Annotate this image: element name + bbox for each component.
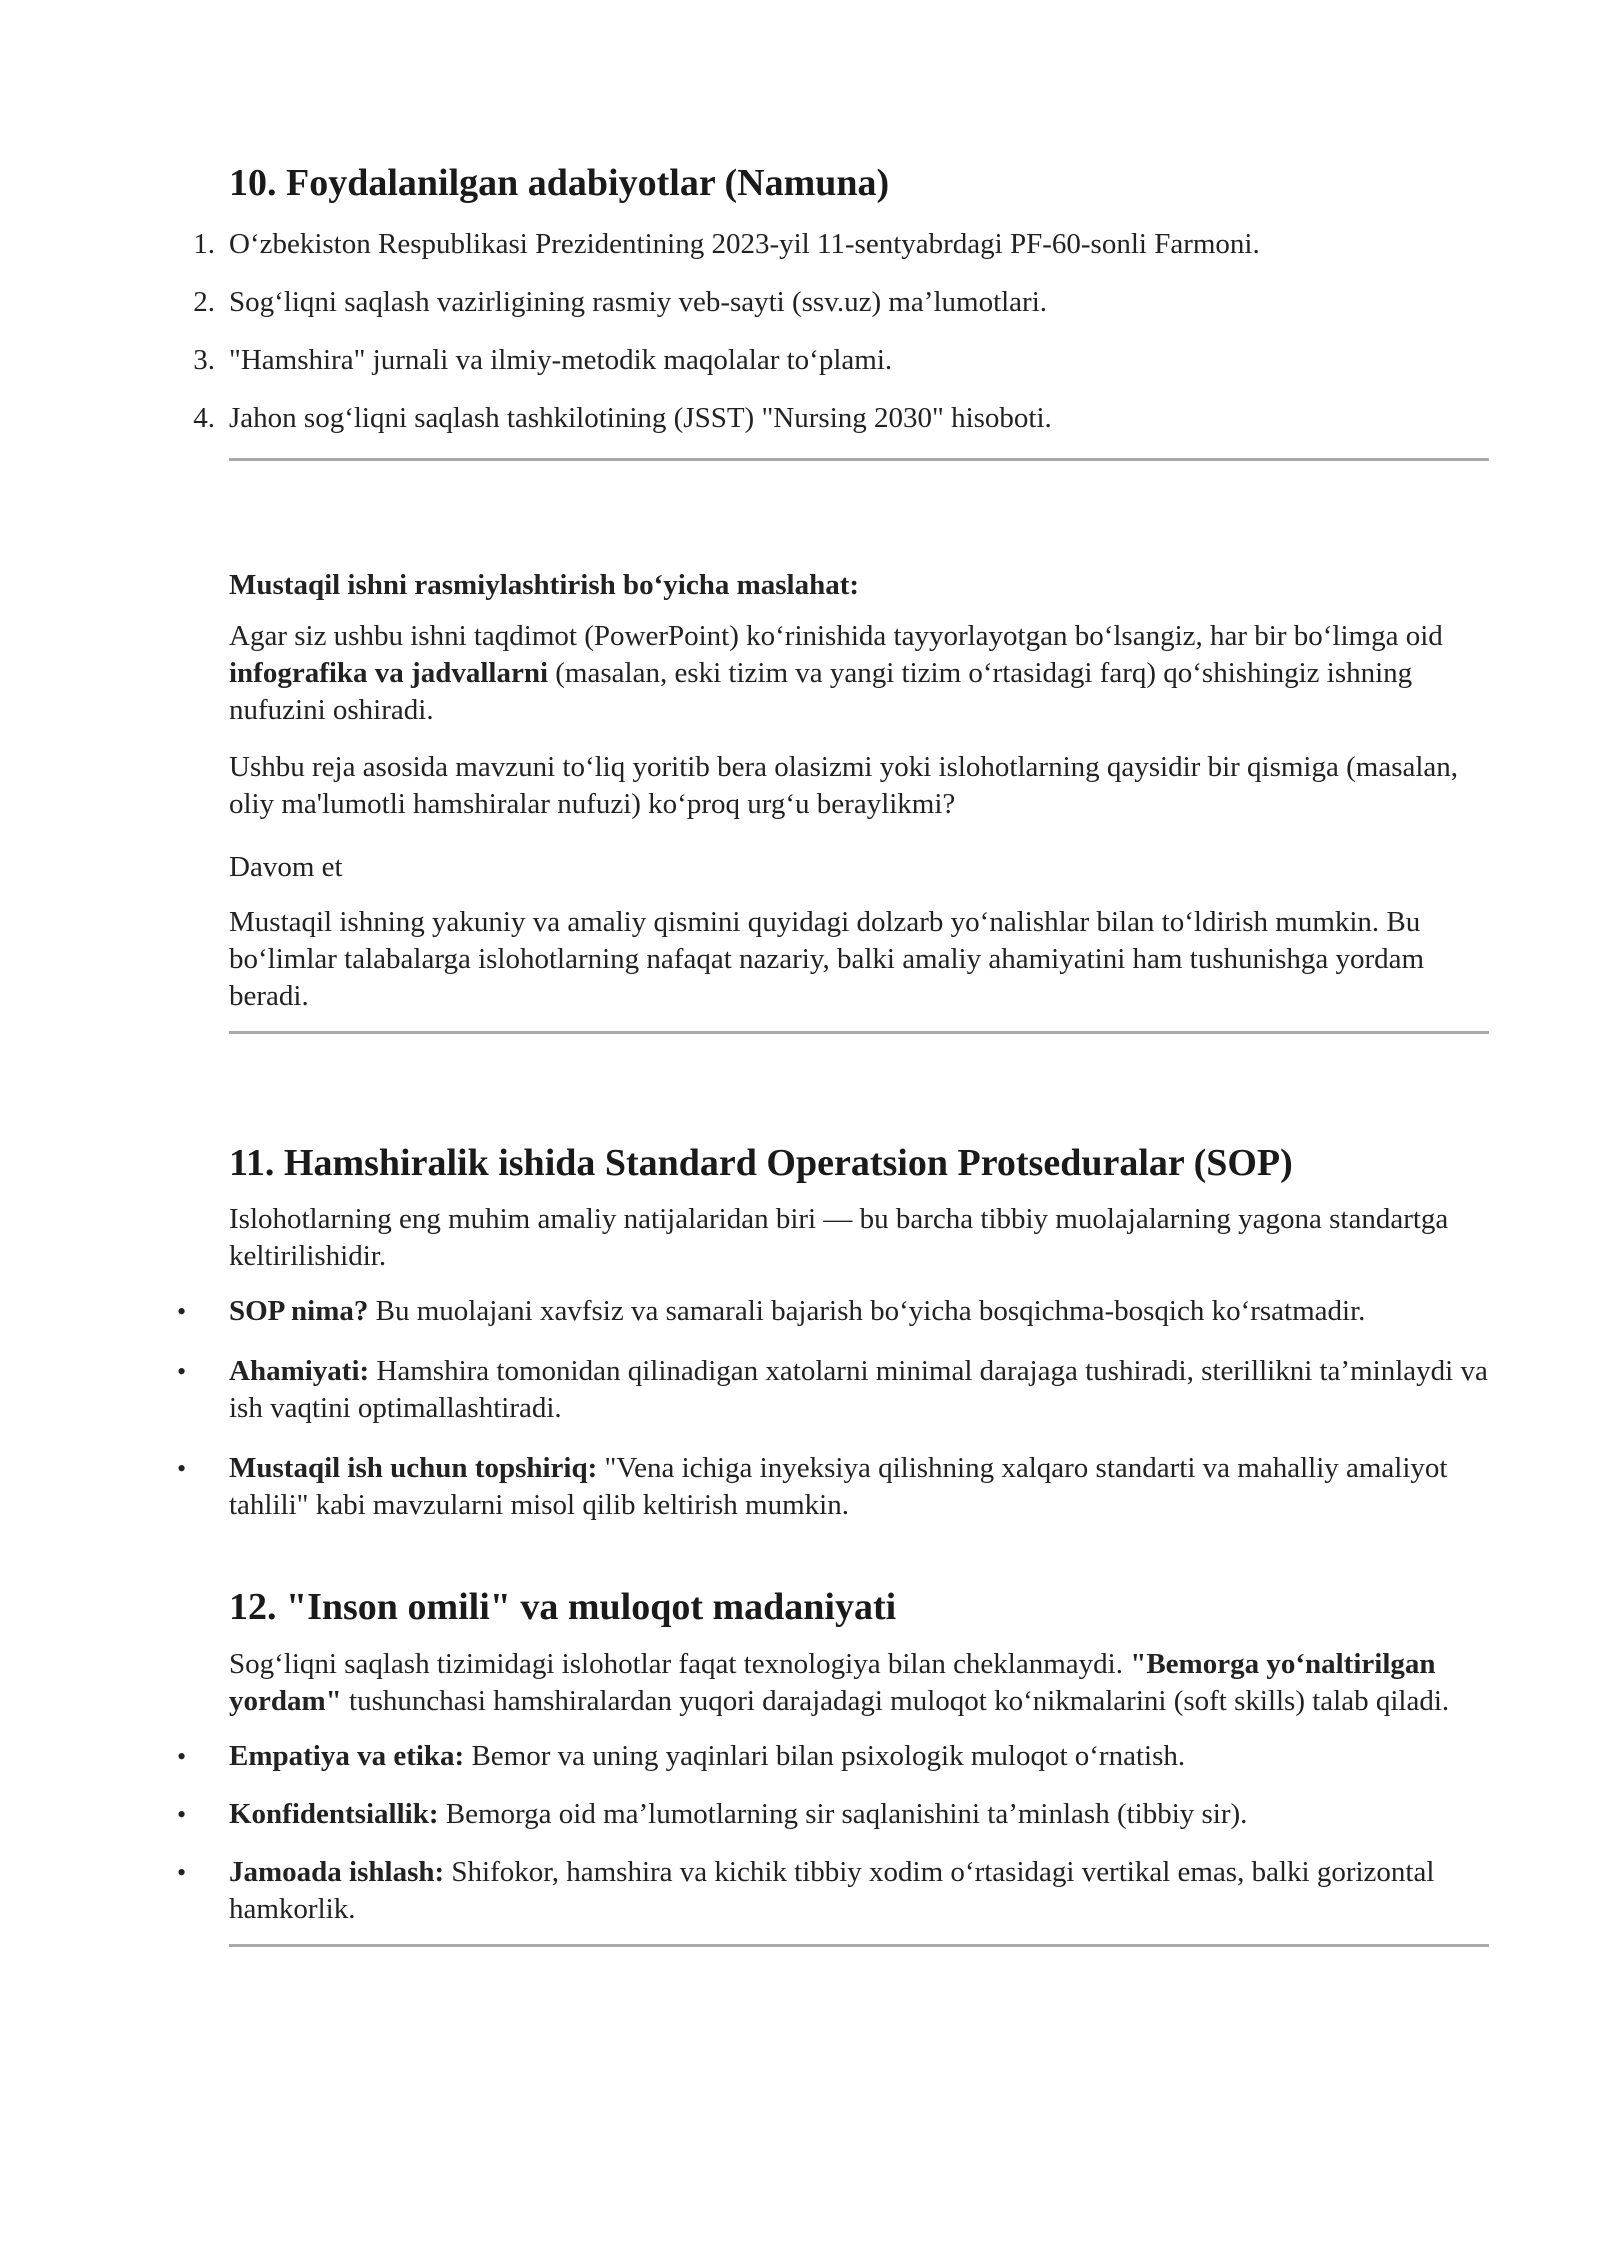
text-run: tushunchasi hamshiralardan yuqori darajadagi muloqot ko‘nikmalarini (soft skills) talab qiladi.	[341, 1684, 1450, 1717]
bullet: •	[177, 1357, 187, 1386]
list-item-text: Shifokor, hamshira va kichik tibbiy xodim o‘rtasidagi vertikal emas, balki gorizontal hamkorlik.	[229, 1855, 1435, 1925]
bold-text: Empatiya va etika:	[229, 1739, 465, 1772]
bullet: •	[177, 1741, 187, 1771]
section-11-title: 11. Hamshiralik ishida Standard Operatsion Protseduralar (SOP)	[229, 1141, 1293, 1184]
list-item	[177, 1450, 1489, 1524]
list-item	[193, 284, 1489, 321]
list-item	[177, 1796, 1489, 1833]
list-number: 1.	[193, 227, 215, 260]
list-item-text: O‘zbekiston Respublikasi Prezidentining 2023-yil 11-sentyabrdagi PF-60-sonli Farmoni.	[229, 227, 1260, 260]
list-item-text: "Hamshira" jurnali va ilmiy-metodik maqolalar to‘plami.	[229, 343, 893, 376]
section-10-title: 10. Foydalanilgan adabiyotlar (Namuna)	[229, 162, 890, 204]
advice-block	[229, 567, 1489, 1015]
list-number: 4.	[193, 401, 215, 434]
list-item	[193, 342, 1489, 379]
text-run: Agar siz ushbu ishni taqdimot (PowerPoint) ko‘rinishida tayyorlayotgan bo‘lsangiz, har bir bo‘limga oid	[229, 619, 1443, 652]
bullet: •	[177, 1799, 187, 1829]
list-item-text: "Vena ichiga inyeksiya qilishning xalqaro standarti va mahalliy amaliyot tahlili" kabi mavzularni misol qilib keltirish mumkin.	[229, 1452, 1448, 1521]
list-number: 3.	[193, 343, 215, 376]
list-item-text: Sog‘liqni saqlash vazirligining rasmiy veb-sayti (ssv.uz) ma’lumotlari.	[229, 285, 1048, 318]
section-11-intro: Islohotlarning eng muhim amaliy natijalaridan biri — bu barcha tibbiy muolajalarning yagona standartga keltirilishidir.	[229, 1203, 1449, 1272]
text-run: (masalan, eski tizim va yangi tizim o‘rtasidagi farq) qo‘shishingiz ishning nufuzini oshiradi.	[229, 656, 1413, 726]
bold-text: Mustaqil ish uchun topshiriq:	[229, 1452, 598, 1484]
advice-title: Mustaqil ishni rasmiylashtirish bo‘yicha maslahat:	[229, 568, 860, 601]
list-item	[193, 226, 1489, 263]
sop-list	[177, 1293, 1489, 1524]
divider	[229, 1944, 1489, 1947]
list-item	[177, 1353, 1489, 1427]
bold-text: SOP nima?	[229, 1295, 369, 1327]
document-content	[177, 160, 1489, 1947]
list-item	[177, 1293, 1489, 1330]
continue-text: Davom et	[229, 850, 343, 883]
bullet: •	[177, 1297, 187, 1326]
soft-skills-list	[177, 1738, 1489, 1928]
bold-text: infografika va jadvallarni	[229, 656, 549, 689]
list-item-text: Hamshira tomonidan qilinadigan xatolarni minimal darajaga tushiradi, sterillikni ta’minlaydi va ish vaqtini optimallashtiradi.	[229, 1355, 1488, 1424]
list-item-text: Jahon sog‘liqni saqlash tashkilotining (JSST) "Nursing 2030" hisoboti.	[229, 401, 1052, 434]
bold-text: Konfidentsiallik:	[229, 1797, 439, 1830]
divider	[229, 458, 1489, 461]
list-item-text: Bemor va uning yaqinlari bilan psixologik muloqot o‘rnatish.	[464, 1739, 1186, 1772]
bullet: •	[177, 1454, 187, 1483]
list-item-text: Bemorga oid ma’lumotlarning sir saqlanishini ta’minlash (tibbiy sir).	[438, 1797, 1248, 1830]
bold-text: Ahamiyati:	[229, 1355, 370, 1387]
list-item-text: Bu muolajani xavfsiz va samarali bajarish bo‘yicha bosqichma-bosqich ko‘rsatmadir.	[368, 1295, 1366, 1327]
bullet: •	[177, 1857, 187, 1887]
text-run: Sog‘liqni saqlash tizimidagi islohotlar faqat texnologiya bilan cheklanmaydi.	[229, 1647, 1131, 1680]
list-item	[177, 1854, 1489, 1928]
bold-text: "Bemorga yo‘naltirilgan yordam"	[229, 1647, 1436, 1717]
advice-paragraph-4: Mustaqil ishning yakuniy va amaliy qismini quyidagi dolzarb yo‘nalishlar bilan to‘ldirish mumkin. Bu bo‘limlar talabalarga islohotlarning nafaqat nazariy, balki amaliy ahamiyatini ham tushunishga yordam beradi.	[229, 905, 1425, 1012]
divider	[229, 1031, 1489, 1034]
section-12-intro	[229, 1646, 1489, 1720]
section-12-title: 12. "Inson omili" va muloqot madaniyati	[229, 1586, 897, 1628]
list-number: 2.	[193, 285, 215, 318]
bold-text: Jamoada ishlash:	[229, 1855, 445, 1888]
advice-paragraph-2: Ushbu reja asosida mavzuni to‘liq yoritib bera olasizmi yoki islohotlarning qaysidir bir qismiga (masalan, oliy ma'lumotli hamshiralar nufuzi) ko‘proq urg‘u beraylikmi?	[229, 750, 1459, 820]
references-list	[193, 226, 1489, 437]
advice-paragraph-1	[229, 618, 1489, 729]
list-item	[177, 1738, 1489, 1775]
list-item	[193, 400, 1489, 437]
